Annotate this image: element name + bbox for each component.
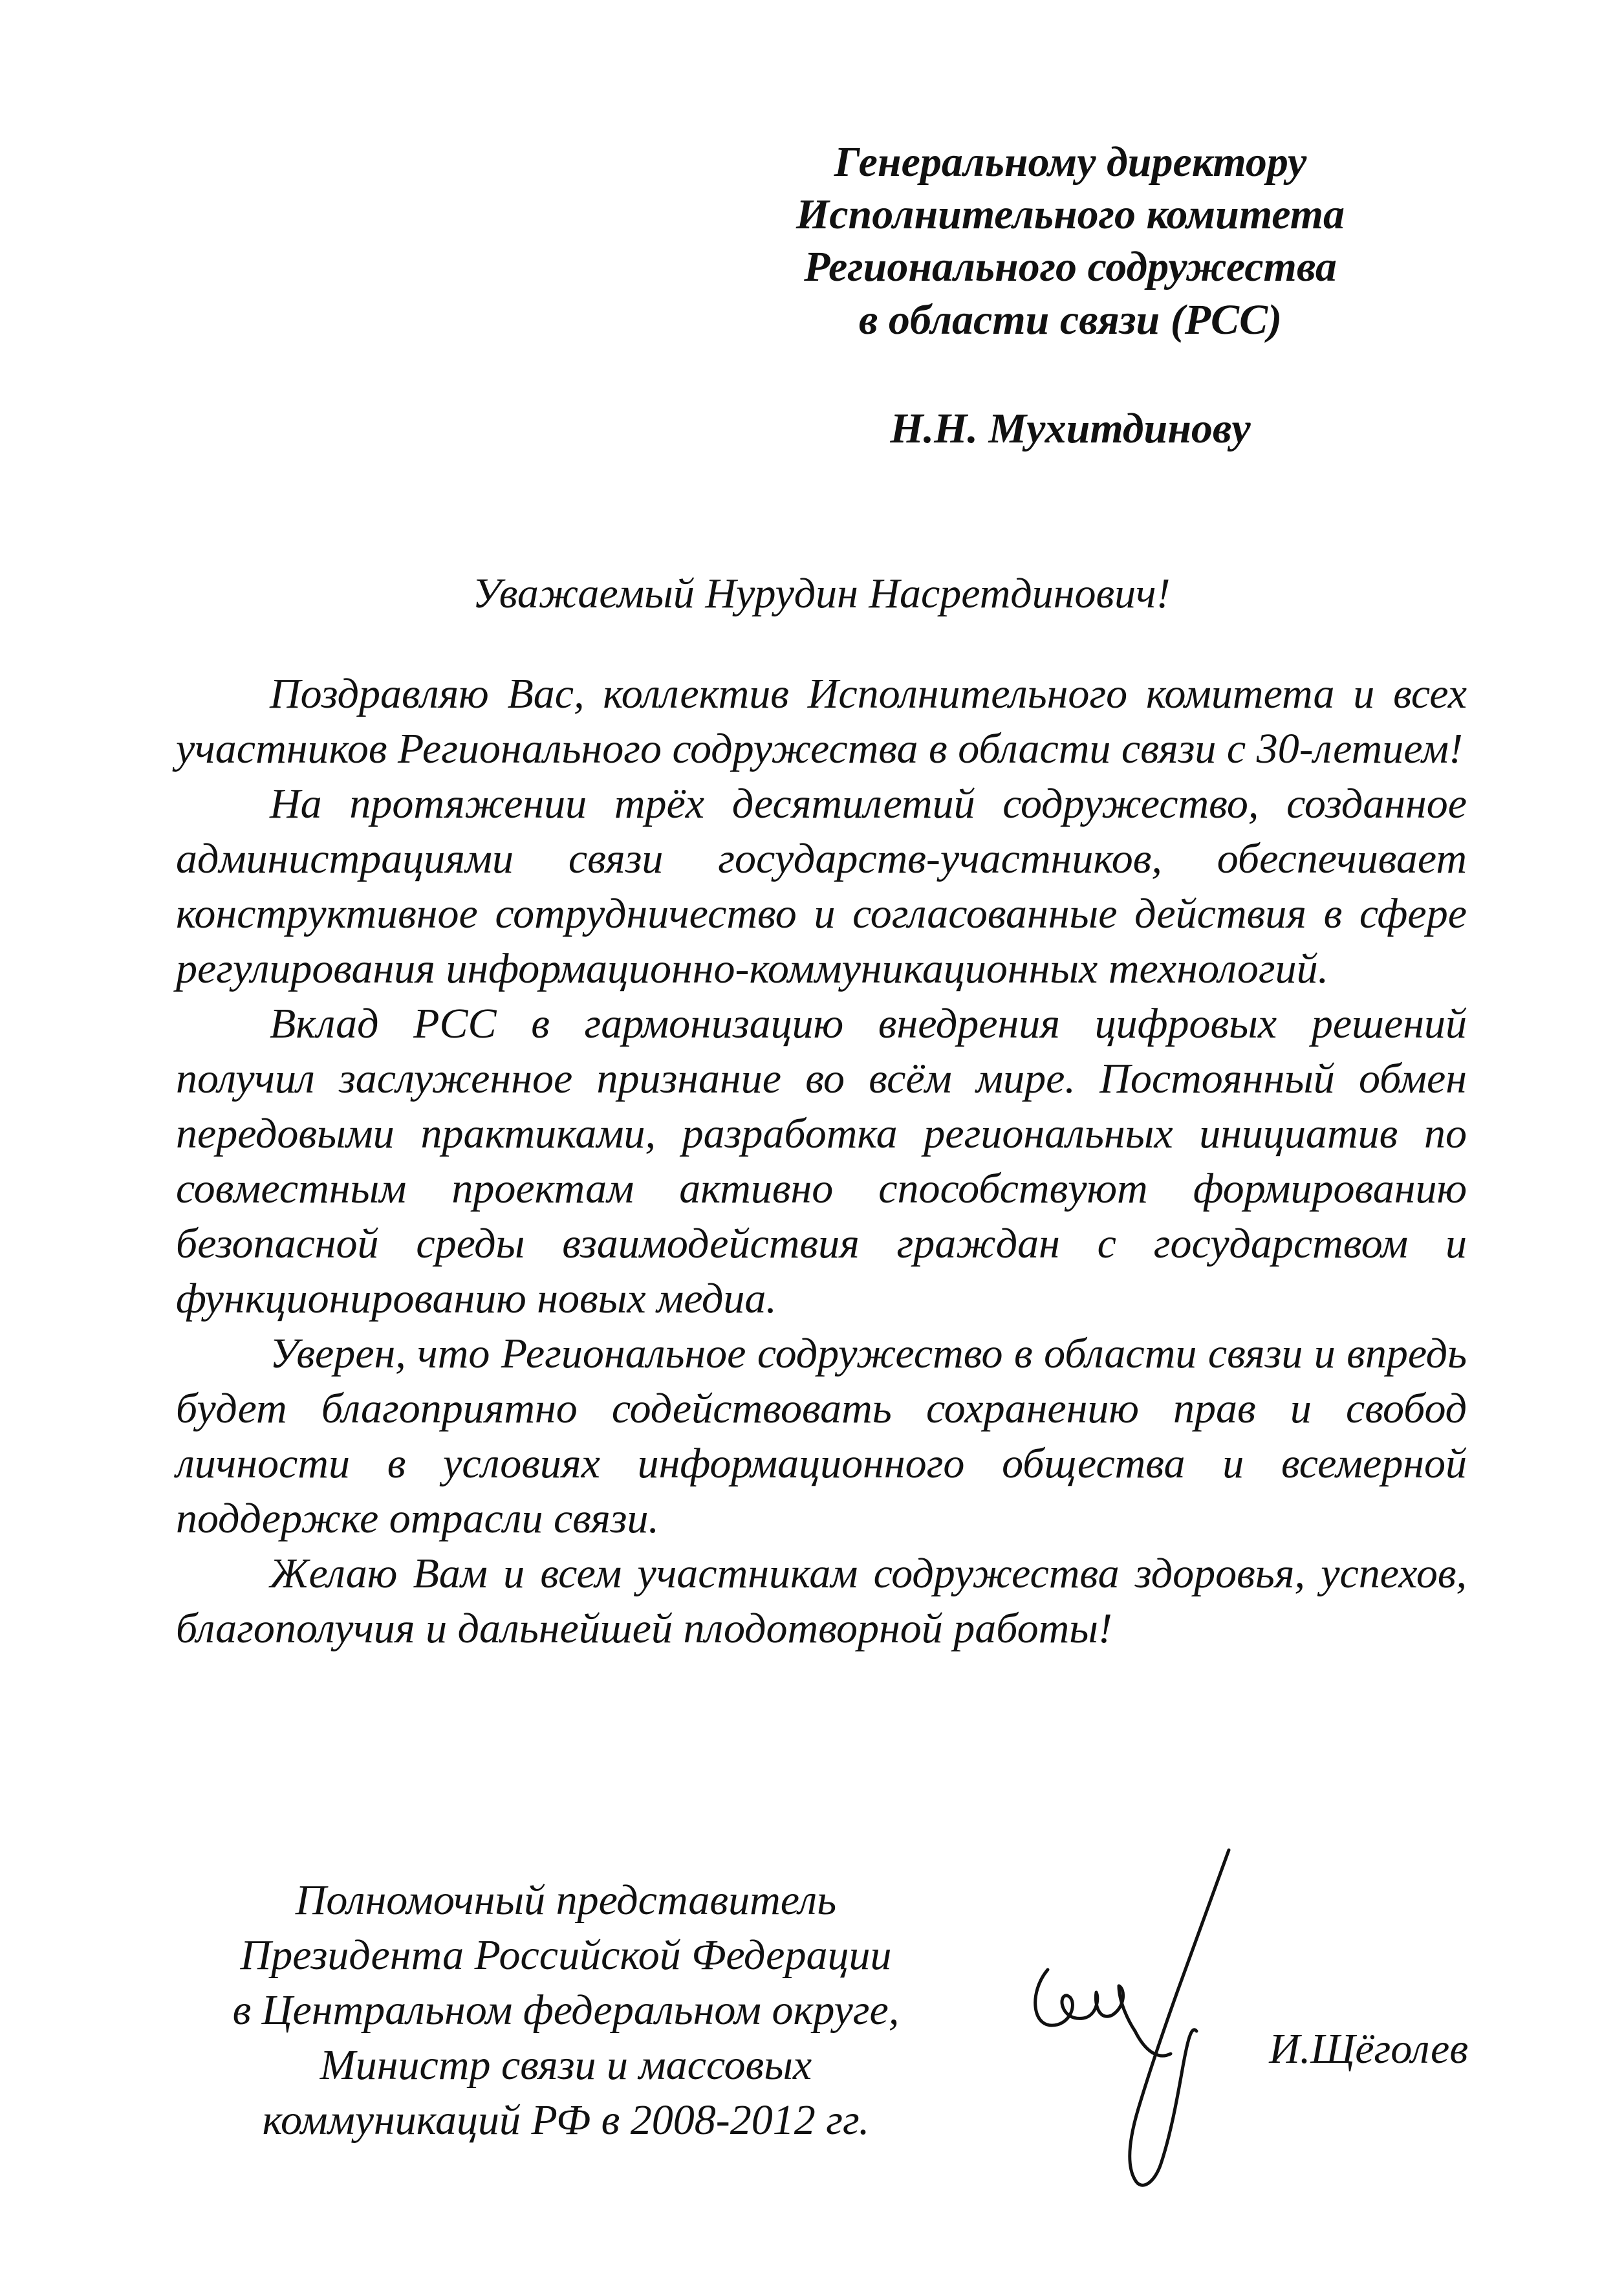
- body-paragraph: Уверен, что Региональное содружество в области связи и впредь будет благоприятно содействовать сохранению прав и свобод личности в условиях информационного общества и всемерной поддержке отрасли связи.: [176, 1330, 1467, 1542]
- salutation: Уважаемый Нурудин Насретдинович!: [472, 570, 1171, 617]
- body-paragraph: Поздравляю Вас, коллектив Исполнительного комитета и всех участников Регионального содружества в области связи с 30-летием!: [176, 670, 1467, 772]
- addressee-line: Регионального содружества: [804, 243, 1337, 291]
- signer-title-block: [155, 1873, 977, 2148]
- addressee-line: Генеральному директору: [834, 138, 1307, 186]
- addressee-line: в области связи (РСС): [858, 296, 1283, 343]
- addressee-line: Исполнительного комитета: [796, 191, 1345, 239]
- body-paragraph: На протяжении трёх десятилетий содружество, созданное администрациями связи государств-участников, обеспечивает конструктивное сотрудничество и согласованные действия в сфере регулирования информационно-коммуникационных технологий.: [176, 780, 1467, 992]
- signer-title-line: Полномочный представитель: [295, 1877, 837, 1924]
- signer-title-line: коммуникаций РФ в 2008-2012 гг.: [262, 2096, 870, 2144]
- signer-title-line: Президента Российской Федерации: [240, 1932, 892, 1979]
- addressee-block: [686, 136, 1455, 346]
- signer-title-line: Министр связи и массовых: [319, 2041, 812, 2089]
- body-paragraph: Желаю Вам и всем участникам содружества здоровья, успехов, благополучия и дальнейшей плодотворной работы!: [176, 1550, 1467, 1652]
- signer-title-line: в Центральном федеральном округе,: [232, 1987, 900, 2034]
- addressee-name: Н.Н. Мухитдинову: [890, 405, 1251, 452]
- letter-body: [176, 666, 1467, 1656]
- signer-name: И.Щёголев: [1269, 2025, 1468, 2073]
- body-paragraph: Вклад РСС в гармонизацию внедрения цифровых решений получил заслуженное признание во всём мире. Постоянный обмен передовыми практиками, разработка региональных инициатив по совместным проектам активно способствуют формированию безопасной среды взаимодействия граждан с государством и функционированию новых медиа.: [176, 1000, 1467, 1322]
